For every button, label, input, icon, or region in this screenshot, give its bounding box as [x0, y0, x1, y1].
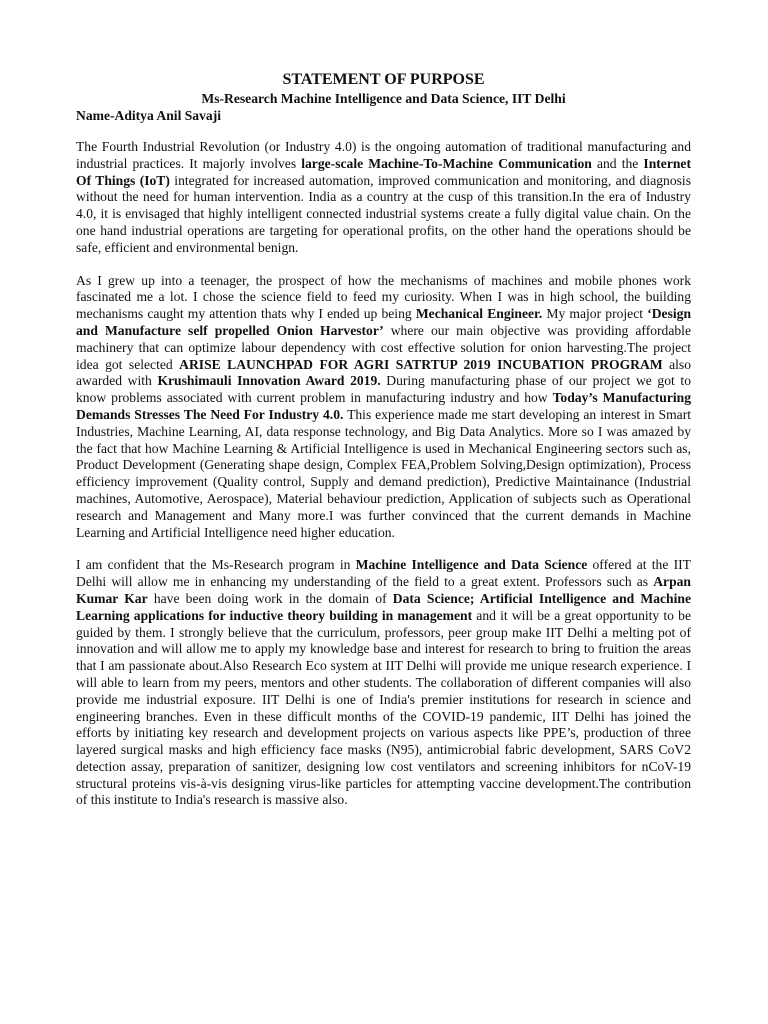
spacer: [76, 257, 691, 273]
text-run: integrated for increased automation, improved communication and monitoring, and diagnosis without the need for human intervention. India as a country at the cusp of this transition.In the era of Industry 4.0, it is envisaged that highly intelligent connected industrial systems create a fully digital value chain. On the one hand industrial operations are targeting for operational profits, on the other hand the operations should be safe, efficient and environmental benign.: [76, 172, 691, 255]
text-run: have been doing work in the domain of: [147, 590, 393, 606]
bold-text-run: ‘Design and Manufacture self propelled Onion Harvestor’: [76, 306, 692, 338]
spacer: [76, 124, 691, 139]
text-run: This experience made me start developing an interest in Smart Industries, Machine Learning, AI, data response technology, and Big Data Analytics. More so I was amazed by the fact that how Machine Learning & Artificial Intelligence is used in Mechanical Engineering sectors such as, Product Development (Generating shape design, Complex FEA,Problem Solving,Design optimization), Process efficiency improvement (Quality control, Supply and demand prediction), Predictive Maintainance (Industrial machines, Automotive, Aerospace), Material behaviour prediction, Application of subjects such as Operational research and Management and Many more.I was further convinced that the current demands in Machine Learning and Artificial Intelligence need higher education.: [76, 406, 691, 540]
text-run: and it will be a great opportunity to be guided by them. I strongly believe that the curriculum, professors, peer group make IIT Delhi a melting pot of innovation and will allow me to apply my knowledge base and interest for research to bring to fruition the areas that I am passionate about.Also Research Eco system at IIT Delhi will provide me unique research experience. I will able to learn from my peers, mentors and other students. The collaboration of different companies will also provide me industrial exposure. IIT Delhi is one of India's premier institutions for research in science and engineering branches. Even in these difficult months of the COVID-19 pandemic, IIT Delhi has joined the efforts by initiating key research and development projects on various aspects like PPE’s, production of three layered surgical masks and high efficiency face masks (N95), antimicrobial fabric development, SARS CoV2 detection assay, preparation of sanitizer, designing low cost ventilators and screening inhibitors for nCoV-19 structural proteins vis-à-vis designing virus-like particles for attempting vaccine development.The contribution of this institute to India's research is massive also.: [76, 607, 691, 808]
text-run: As I grew up into a teenager, the prospect of how the mechanisms of machines and mobile phones work fascinated me a lot. I chose the science field to feed my curiosity. When I was in high school, the building mechanisms caught my attention thats why I ended up being: [76, 272, 691, 322]
text-run: I am confident that the Ms-Research program in: [76, 557, 356, 573]
bold-text-run: Arpan Kumar Kar: [76, 574, 691, 606]
bold-text-run: Internet Of Things (IoT): [76, 155, 691, 188]
text-run: also awarded with: [76, 356, 692, 389]
bold-text-run: Today’s Manufacturing Demands Stresses The Need For Industry 4.0.: [76, 390, 691, 422]
bold-text-run: Data Science; Artificial Intelligence and Machine Learning applications for inductive theory building in management: [76, 590, 691, 623]
paragraph-industry-4: [76, 139, 691, 257]
text-run: where our main objective was providing affordable machinery that can optimize labour dependency with cost effective solution for onion harvesting.The project idea got selected: [76, 322, 691, 372]
bold-text-run: Mechanical Engineer.: [415, 306, 543, 322]
paragraph-background: [76, 273, 691, 542]
text-run: The Fourth Industrial Revolution (or Industry 4.0) is the ongoing automation of traditional manufacturing and industrial practices. It majorly involves: [76, 139, 691, 171]
spacer: [76, 541, 691, 557]
bold-text-run: Machine Intelligence and Data Science: [355, 557, 588, 573]
text-run: and the: [591, 155, 644, 171]
bold-text-run: ARISE LAUNCHPAD FOR AGRI SATRTUP 2019 INCUBATION PROGRAM: [179, 356, 663, 372]
text-run: offered at the IIT Delhi will allow me in enhancing my understanding of the field to a great extent. Professors such as: [76, 557, 691, 590]
applicant-name: Name-Aditya Anil Savaji: [76, 108, 222, 123]
document-page: [76, 70, 691, 809]
bold-text-run: Krushimauli Innovation Award 2019.: [157, 373, 381, 389]
text-run: During manufacturing phase of our project we got to know problems associated with current problem in manufacturing industry and how: [76, 373, 691, 406]
text-run: My major project: [542, 306, 648, 322]
paragraph-iit-delhi: [76, 557, 691, 809]
bold-text-run: large-scale Machine-To-Machine Communication: [301, 155, 592, 171]
document-title: STATEMENT OF PURPOSE: [282, 71, 485, 88]
program-subtitle: Ms-Research Machine Intelligence and Data Science, IIT Delhi: [201, 91, 566, 106]
